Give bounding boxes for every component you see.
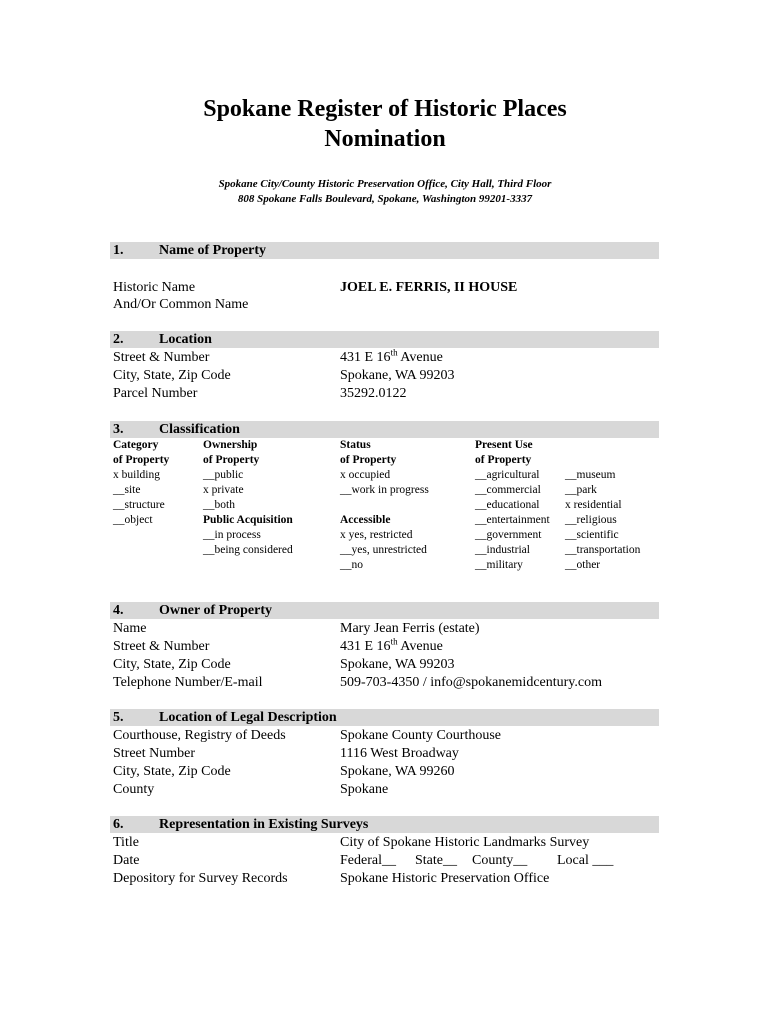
owner-street-number: 431 E 16 <box>340 639 391 654</box>
location-city-label: City, State, Zip Code <box>113 368 231 383</box>
category-site: __site <box>113 484 141 496</box>
section-6-number: 6. <box>113 817 124 832</box>
county-value: Spokane <box>340 782 389 797</box>
depository-label: Depository for Survey Records <box>113 871 288 886</box>
owner-city-value: Spokane, WA 99203 <box>340 657 455 672</box>
courthouse-label: Courthouse, Registry of Deeds <box>113 728 286 743</box>
use-scientific: __scientific <box>565 529 619 541</box>
survey-date-county: County__ <box>472 853 528 868</box>
owner-name-label: Name <box>113 621 147 636</box>
owner-street-suffix: Avenue <box>397 639 443 654</box>
depository-value: Spokane Historic Preservation Office <box>340 871 550 886</box>
parcel-number-label: Parcel Number <box>113 386 198 401</box>
form-title-line1: Spokane Register of Historic Places <box>203 96 567 122</box>
accessible-no: __no <box>340 559 363 571</box>
status-occupied: x occupied <box>340 469 391 481</box>
parcel-number-value: 35292.0122 <box>340 386 407 401</box>
status-heading-2: of Property <box>340 454 397 466</box>
legal-street-label: Street Number <box>113 746 196 761</box>
ownership-heading-2: of Property <box>203 454 260 466</box>
accessible-yes-restricted: x yes, restricted <box>340 529 413 541</box>
section-4-number: 4. <box>113 603 124 618</box>
ownership-private: x private <box>203 484 244 496</box>
legal-city-value: Spokane, WA 99260 <box>340 764 455 779</box>
county-label: County <box>113 782 155 797</box>
category-structure: __structure <box>113 499 165 511</box>
section-2-number: 2. <box>113 332 124 347</box>
historic-name-value: JOEL E. FERRIS, II HOUSE <box>340 280 518 295</box>
owner-street-value <box>340 638 443 656</box>
legal-city-label: City, State, Zip Code <box>113 764 231 779</box>
owner-phone-value: 509-703-4350 / info@spokanemidcentury.com <box>340 675 602 690</box>
section-3-number: 3. <box>113 422 124 437</box>
accessible-yes-unrestricted: __yes, unrestricted <box>340 544 427 556</box>
owner-phone-label: Telephone Number/E-mail <box>113 675 263 690</box>
section-6-header <box>110 816 659 833</box>
accessible-heading: Accessible <box>340 514 391 526</box>
section-5-number: 5. <box>113 710 124 725</box>
survey-title-value: City of Spokane Historic Landmarks Survey <box>340 835 590 850</box>
present-use-heading-1: Present Use <box>475 439 533 451</box>
use-educational: __educational <box>475 499 540 511</box>
owner-street-ordinal: th <box>390 636 398 647</box>
location-street-ordinal: th <box>390 347 398 358</box>
use-park: __park <box>565 484 597 496</box>
owner-street-label: Street & Number <box>113 639 210 654</box>
public-acquisition-being-considered: __being considered <box>203 544 293 556</box>
present-use-heading-2: of Property <box>475 454 532 466</box>
location-street-number: 431 E 16 <box>340 350 391 365</box>
section-2-header <box>110 331 659 348</box>
survey-title-label: Title <box>113 835 139 850</box>
survey-date-local: Local ___ <box>557 853 614 868</box>
survey-date-federal: Federal__ <box>340 853 396 868</box>
section-4-title: Owner of Property <box>159 603 273 618</box>
section-1-number: 1. <box>113 243 124 258</box>
use-agricultural: __agricultural <box>475 469 540 481</box>
use-government: __government <box>475 529 542 541</box>
use-residential: x residential <box>565 499 622 511</box>
use-religious: __religious <box>565 514 617 526</box>
category-building: x building <box>113 469 160 481</box>
section-5-header <box>110 709 659 726</box>
office-address-line2: 808 Spokane Falls Boulevard, Spokane, Washington 99201-3337 <box>237 193 533 205</box>
section-5-title: Location of Legal Description <box>159 710 337 725</box>
use-other: __other <box>565 559 601 571</box>
section-6-title: Representation in Existing Surveys <box>159 817 369 832</box>
category-object: __object <box>113 514 153 526</box>
use-entertainment: __entertainment <box>475 514 550 526</box>
category-heading-1: Category <box>113 439 159 451</box>
legal-street-value: 1116 West Broadway <box>340 746 459 761</box>
courthouse-value: Spokane County Courthouse <box>340 728 501 743</box>
office-address <box>0 177 770 207</box>
section-3-title: Classification <box>159 422 240 437</box>
survey-date-label: Date <box>113 853 140 868</box>
owner-city-label: City, State, Zip Code <box>113 657 231 672</box>
use-museum: __museum <box>565 469 616 481</box>
category-heading-2: of Property <box>113 454 170 466</box>
public-acquisition-in-process: __in process <box>203 529 261 541</box>
form-title-line2: Nomination <box>324 126 446 152</box>
section-3-header <box>110 421 659 438</box>
status-heading-1: Status <box>340 439 371 451</box>
section-4-header <box>110 602 659 619</box>
location-street-value <box>340 349 443 367</box>
status-work-in-progress: __work in progress <box>340 484 429 496</box>
owner-name-value: Mary Jean Ferris (estate) <box>340 621 480 636</box>
use-transportation: __transportation <box>565 544 641 556</box>
historic-name-label: Historic Name <box>113 280 196 295</box>
use-industrial: __industrial <box>475 544 530 556</box>
ownership-heading-1: Ownership <box>203 439 258 451</box>
location-city-value: Spokane, WA 99203 <box>340 368 455 383</box>
use-military: __military <box>475 559 523 571</box>
use-commercial: __commercial <box>475 484 541 496</box>
survey-date-state: State__ <box>415 853 457 868</box>
location-street-label: Street & Number <box>113 350 210 365</box>
common-name-label: And/Or Common Name <box>113 297 249 312</box>
section-2-title: Location <box>159 332 212 347</box>
ownership-both: __both <box>203 499 235 511</box>
section-1-title: Name of Property <box>159 243 267 258</box>
public-acquisition-heading: Public Acquisition <box>203 514 293 526</box>
ownership-public: __public <box>203 469 244 481</box>
section-1-header <box>110 242 659 259</box>
location-street-suffix: Avenue <box>397 350 443 365</box>
form-title <box>0 94 770 154</box>
office-address-line1: Spokane City/County Historic Preservation Office, City Hall, Third Floor <box>218 178 552 190</box>
